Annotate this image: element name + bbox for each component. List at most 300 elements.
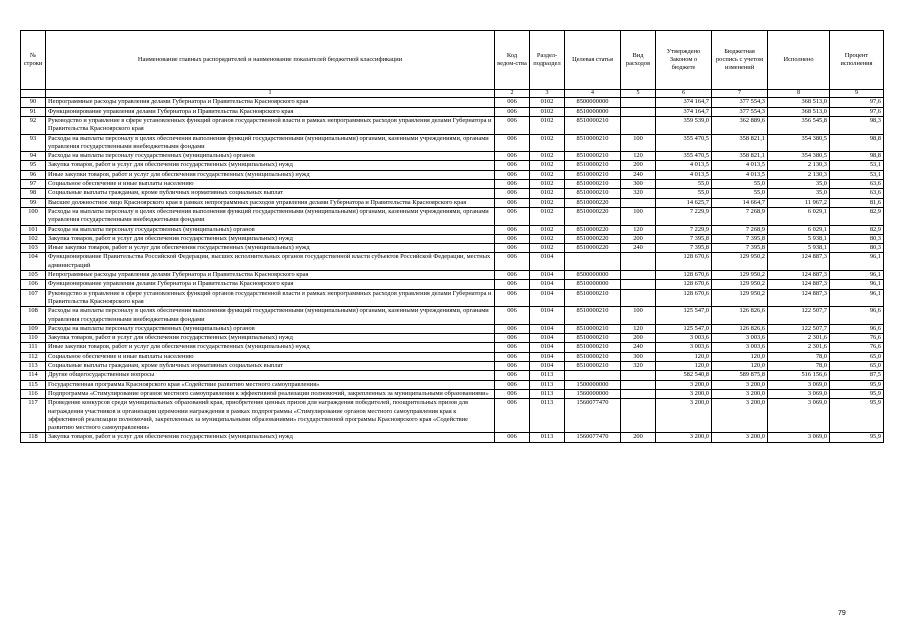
row-number: 106 <box>21 280 46 289</box>
row-approved: 125 547,0 <box>656 307 712 325</box>
row-section: 0113 <box>530 380 565 389</box>
row-revised: 55,0 <box>712 180 768 189</box>
row-expense-type: 200 <box>621 234 656 243</box>
row-section: 0113 <box>530 389 565 398</box>
row-percent: 87,5 <box>830 371 884 380</box>
row-name: Руководство и управление в сфере установленных функций органов государственной власти в рамках непрограммных расходов управления делами Губернатора и Правительства Красноярского края <box>46 289 495 307</box>
row-executed: 78,0 <box>768 362 830 371</box>
row-expense-type: 100 <box>621 307 656 325</box>
table-row <box>21 189 884 198</box>
row-percent: 76,6 <box>830 343 884 352</box>
row-executed: 124 887,3 <box>768 271 830 280</box>
row-dept-code: 006 <box>495 225 530 234</box>
row-target-item: 8510000210 <box>565 180 621 189</box>
row-executed: 3 069,0 <box>768 433 830 442</box>
row-approved: 55,0 <box>656 180 712 189</box>
row-approved: 582 540,8 <box>656 371 712 380</box>
row-approved: 3 200,0 <box>656 380 712 389</box>
table-row <box>21 134 884 152</box>
row-dept-code: 006 <box>495 253 530 271</box>
row-percent: 63,6 <box>830 189 884 198</box>
table-row <box>21 98 884 107</box>
row-percent: 65,0 <box>830 352 884 361</box>
row-expense-type: 240 <box>621 244 656 253</box>
row-section: 0104 <box>530 324 565 333</box>
row-number: 108 <box>21 307 46 325</box>
row-revised: 7 395,8 <box>712 234 768 243</box>
row-target-item: 8510000210 <box>565 334 621 343</box>
row-section: 0102 <box>530 225 565 234</box>
header-revised: Бюджетная роспись с учетом изменений <box>712 31 768 90</box>
row-dept-code: 006 <box>495 334 530 343</box>
row-number: 98 <box>21 189 46 198</box>
row-approved: 128 670,6 <box>656 253 712 271</box>
row-section: 0102 <box>530 180 565 189</box>
row-percent: 96,1 <box>830 253 884 271</box>
row-section: 0113 <box>530 371 565 380</box>
row-revised: 362 889,6 <box>712 117 768 135</box>
row-percent: 95,9 <box>830 433 884 442</box>
row-dept-code: 006 <box>495 244 530 253</box>
row-number: 91 <box>21 107 46 116</box>
row-number: 114 <box>21 371 46 380</box>
row-section: 0102 <box>530 234 565 243</box>
row-approved: 374 164,7 <box>656 107 712 116</box>
colnum-1: 1 <box>46 90 495 98</box>
row-executed: 516 156,6 <box>768 371 830 380</box>
colnum-7: 7 <box>712 90 768 98</box>
row-expense-type <box>621 280 656 289</box>
row-target-item: 8510000210 <box>565 134 621 152</box>
column-numbers-row <box>21 90 884 98</box>
row-target-item: 1560000000 <box>565 389 621 398</box>
row-revised: 120,0 <box>712 362 768 371</box>
table-row <box>21 107 884 116</box>
header-percent: Процент исполнения <box>830 31 884 90</box>
row-name: Другие общегосударственные вопросы <box>46 371 495 380</box>
row-number: 117 <box>21 399 46 433</box>
table-row <box>21 170 884 179</box>
row-executed: 368 513,0 <box>768 98 830 107</box>
row-number: 103 <box>21 244 46 253</box>
row-target-item: 8510000210 <box>565 289 621 307</box>
row-section: 0102 <box>530 244 565 253</box>
row-percent: 96,1 <box>830 280 884 289</box>
row-name: Расходы на выплаты персоналу государственных (муниципальных) органов <box>46 324 495 333</box>
row-executed: 3 069,0 <box>768 389 830 398</box>
row-executed: 11 967,2 <box>768 198 830 207</box>
row-percent: 95,9 <box>830 380 884 389</box>
row-target-item: 8510000210 <box>565 152 621 161</box>
row-dept-code: 006 <box>495 380 530 389</box>
row-expense-type <box>621 399 656 433</box>
row-executed: 2 130,3 <box>768 170 830 179</box>
row-name: Закупка товаров, работ и услуг для обеспечения государственных (муниципальных) нужд <box>46 334 495 343</box>
table-row <box>21 433 884 442</box>
row-revised: 3 200,0 <box>712 380 768 389</box>
row-percent: 76,6 <box>830 334 884 343</box>
row-name: Непрограммные расходы управления делами Губернатора и Правительства Красноярского края <box>46 98 495 107</box>
row-section: 0104 <box>530 253 565 271</box>
colnum-3: 3 <box>530 90 565 98</box>
row-revised: 7 395,8 <box>712 244 768 253</box>
colnum-empty <box>21 90 46 98</box>
row-target-item: 8510000210 <box>565 161 621 170</box>
row-number: 104 <box>21 253 46 271</box>
row-expense-type <box>621 380 656 389</box>
row-approved: 3 003,6 <box>656 343 712 352</box>
row-approved: 7 229,9 <box>656 225 712 234</box>
row-name: Расходы на выплаты персоналу в целях обеспечения выполнения функций государственными (муниципальными) органами, казенными учреждениями, органами управления государственными внебюджетными фондами <box>46 134 495 152</box>
header-executed: Исполнено <box>768 31 830 90</box>
table-row <box>21 253 884 271</box>
row-expense-type <box>621 107 656 116</box>
header-name: Наименование главных распорядителей и наименование показателей бюджетной классификации <box>46 31 495 90</box>
table-row <box>21 225 884 234</box>
row-approved: 128 670,6 <box>656 289 712 307</box>
row-executed: 368 513,0 <box>768 107 830 116</box>
table-row <box>21 334 884 343</box>
row-percent: 95,9 <box>830 399 884 433</box>
row-approved: 128 670,6 <box>656 271 712 280</box>
row-name: Закупка товаров, работ и услуг для обеспечения государственных (муниципальных) нужд <box>46 433 495 442</box>
row-expense-type: 240 <box>621 343 656 352</box>
row-section: 0104 <box>530 280 565 289</box>
row-section: 0102 <box>530 107 565 116</box>
row-section: 0102 <box>530 161 565 170</box>
row-target-item: 1560077470 <box>565 399 621 433</box>
row-approved: 359 539,0 <box>656 117 712 135</box>
row-revised: 3 200,0 <box>712 389 768 398</box>
row-section: 0104 <box>530 343 565 352</box>
row-percent: 81,6 <box>830 198 884 207</box>
row-section: 0102 <box>530 152 565 161</box>
row-executed: 35,0 <box>768 189 830 198</box>
row-target-item: 8510000220 <box>565 244 621 253</box>
row-revised: 129 950,2 <box>712 289 768 307</box>
row-revised: 589 875,8 <box>712 371 768 380</box>
row-section: 0102 <box>530 98 565 107</box>
row-approved: 55,0 <box>656 189 712 198</box>
row-target-item: 8510000000 <box>565 107 621 116</box>
row-revised: 126 826,6 <box>712 307 768 325</box>
row-section: 0102 <box>530 170 565 179</box>
row-name: Проведение конкурсов среди муниципальных образований края, приобретение ценных призов для награждения победителей, поощрительных призов для награждения участников и организации церемонии награждения в рамках подпрограммы «Стимулирование органов местного самоуправления края к эффективной реализации полномочий, закрепленных за муниципальными образованиями» государственной программы Красноярского края «Содействие развитию местного самоуправления» <box>46 399 495 433</box>
row-name: Руководство и управление в сфере установленных функций органов государственной власти в рамках непрограммных расходов управления делами Губернатора и Правительства Красноярского края <box>46 117 495 135</box>
row-target-item: 8510000210 <box>565 170 621 179</box>
row-dept-code: 006 <box>495 324 530 333</box>
row-executed: 354 380,5 <box>768 152 830 161</box>
row-target-item: 1500000000 <box>565 380 621 389</box>
row-revised: 3 200,0 <box>712 433 768 442</box>
row-name: Иные закупки товаров, работ и услуг для обеспечения государственных (муниципальных) нужд <box>46 244 495 253</box>
row-executed: 6 029,1 <box>768 207 830 225</box>
row-executed: 122 507,7 <box>768 324 830 333</box>
row-revised: 129 950,2 <box>712 280 768 289</box>
row-number: 101 <box>21 225 46 234</box>
row-dept-code: 006 <box>495 371 530 380</box>
row-section: 0102 <box>530 117 565 135</box>
row-approved: 128 670,6 <box>656 280 712 289</box>
row-revised: 129 950,2 <box>712 271 768 280</box>
row-number: 95 <box>21 161 46 170</box>
header-section: Раздел-подраздел <box>530 31 565 90</box>
row-revised: 358 821,1 <box>712 152 768 161</box>
row-approved: 7 395,8 <box>656 244 712 253</box>
table-row <box>21 343 884 352</box>
row-percent: 53,1 <box>830 161 884 170</box>
colnum-5: 5 <box>621 90 656 98</box>
row-dept-code: 006 <box>495 170 530 179</box>
row-expense-type: 300 <box>621 352 656 361</box>
row-name: Социальные выплаты гражданам, кроме публичных нормативных социальных выплат <box>46 189 495 198</box>
row-section: 0113 <box>530 399 565 433</box>
row-executed: 2 301,6 <box>768 343 830 352</box>
row-approved: 125 547,0 <box>656 324 712 333</box>
row-expense-type: 320 <box>621 362 656 371</box>
row-section: 0102 <box>530 207 565 225</box>
row-dept-code: 006 <box>495 207 530 225</box>
table-row <box>21 244 884 253</box>
row-expense-type <box>621 98 656 107</box>
row-dept-code: 006 <box>495 107 530 116</box>
row-target-item: 8510000210 <box>565 343 621 352</box>
row-name: Высшее должностное лицо Красноярского края в рамках непрограммных расходов управления делами Губернатора и Правительства Красноярского края <box>46 198 495 207</box>
row-percent: 98,8 <box>830 152 884 161</box>
header-dept-code: Код ведом-ства <box>495 31 530 90</box>
row-name: Иные закупки товаров, работ и услуг для обеспечения государственных (муниципальных) нужд <box>46 343 495 352</box>
row-target-item: 8500000000 <box>565 98 621 107</box>
row-target-item: 8510000210 <box>565 307 621 325</box>
row-dept-code: 006 <box>495 307 530 325</box>
colnum-4: 4 <box>565 90 621 98</box>
row-percent: 82,9 <box>830 225 884 234</box>
row-section: 0104 <box>530 352 565 361</box>
row-name: Расходы на выплаты персоналу в целях обеспечения выполнения функций государственными (муниципальными) органами, казенными учреждениями, органами управления государственными внебюджетными фондами <box>46 307 495 325</box>
row-dept-code: 006 <box>495 343 530 352</box>
row-percent: 80,3 <box>830 234 884 243</box>
row-target-item: 8510000220 <box>565 225 621 234</box>
row-section: 0104 <box>530 271 565 280</box>
row-target-item <box>565 253 621 271</box>
row-expense-type: 100 <box>621 134 656 152</box>
colnum-6: 6 <box>656 90 712 98</box>
row-executed: 3 069,0 <box>768 380 830 389</box>
row-approved: 4 013,5 <box>656 170 712 179</box>
row-expense-type: 200 <box>621 161 656 170</box>
row-number: 97 <box>21 180 46 189</box>
header-row <box>21 31 884 90</box>
row-name: Непрограммные расходы управления делами Губернатора и Правительства Красноярского края <box>46 271 495 280</box>
table-row <box>21 307 884 325</box>
row-revised: 55,0 <box>712 189 768 198</box>
row-revised: 7 268,9 <box>712 225 768 234</box>
row-expense-type <box>621 198 656 207</box>
row-dept-code: 006 <box>495 198 530 207</box>
row-percent: 97,6 <box>830 107 884 116</box>
row-expense-type: 200 <box>621 334 656 343</box>
page-number: 79 <box>838 610 846 617</box>
row-expense-type <box>621 253 656 271</box>
row-number: 109 <box>21 324 46 333</box>
row-dept-code: 006 <box>495 180 530 189</box>
table-row <box>21 271 884 280</box>
row-approved: 120,0 <box>656 362 712 371</box>
header-expense-type: Вид расходов <box>621 31 656 90</box>
row-executed: 124 887,3 <box>768 289 830 307</box>
header-target-item: Целевая статья <box>565 31 621 90</box>
table-row <box>21 399 884 433</box>
table-row <box>21 380 884 389</box>
row-number: 96 <box>21 170 46 179</box>
row-percent: 98,3 <box>830 117 884 135</box>
row-dept-code: 006 <box>495 280 530 289</box>
row-name: Расходы на выплаты персоналу государственных (муниципальных) органов <box>46 225 495 234</box>
table-row <box>21 161 884 170</box>
row-dept-code: 006 <box>495 117 530 135</box>
row-section: 0104 <box>530 307 565 325</box>
row-number: 107 <box>21 289 46 307</box>
row-executed: 124 887,3 <box>768 253 830 271</box>
row-name: Функционирование управления делами Губернатора и Правительства Красноярского края <box>46 107 495 116</box>
row-revised: 3 003,6 <box>712 343 768 352</box>
row-expense-type <box>621 371 656 380</box>
row-revised: 126 826,6 <box>712 324 768 333</box>
row-target-item: 8510000210 <box>565 352 621 361</box>
row-dept-code: 006 <box>495 189 530 198</box>
row-executed: 5 938,1 <box>768 234 830 243</box>
row-executed: 78,0 <box>768 352 830 361</box>
table-row <box>21 362 884 371</box>
row-name: Подпрограмма «Стимулирование органов местного самоуправления к эффективной реализации полномочий, закрепленных за муниципальными образованиями» <box>46 389 495 398</box>
row-target-item <box>565 371 621 380</box>
row-name: Функционирование управления делами Губернатора и Правительства Красноярского края <box>46 280 495 289</box>
row-approved: 3 003,6 <box>656 334 712 343</box>
row-percent: 98,8 <box>830 134 884 152</box>
row-percent: 96,1 <box>830 289 884 307</box>
row-executed: 2 130,3 <box>768 161 830 170</box>
colnum-9: 9 <box>830 90 884 98</box>
row-section: 0113 <box>530 433 565 442</box>
row-name: Государственная программа Красноярского края «Содействие развитию местного самоуправления» <box>46 380 495 389</box>
row-executed: 6 029,1 <box>768 225 830 234</box>
row-name: Расходы на выплаты персоналу государственных (муниципальных) органов <box>46 152 495 161</box>
row-revised: 377 554,3 <box>712 107 768 116</box>
table-row <box>21 117 884 135</box>
row-expense-type <box>621 289 656 307</box>
row-revised: 358 821,1 <box>712 134 768 152</box>
row-approved: 3 200,0 <box>656 433 712 442</box>
row-target-item: 8510000220 <box>565 198 621 207</box>
row-dept-code: 006 <box>495 433 530 442</box>
row-number: 111 <box>21 343 46 352</box>
row-expense-type: 120 <box>621 324 656 333</box>
row-expense-type: 300 <box>621 180 656 189</box>
row-dept-code: 006 <box>495 161 530 170</box>
row-name: Функционирование Правительства Российской Федерации, высших исполнительных органов государственной власти субъектов Российской Федерации, местных администраций <box>46 253 495 271</box>
row-approved: 120,0 <box>656 352 712 361</box>
row-number: 113 <box>21 362 46 371</box>
table-row <box>21 180 884 189</box>
row-expense-type <box>621 389 656 398</box>
row-dept-code: 006 <box>495 289 530 307</box>
row-dept-code: 006 <box>495 98 530 107</box>
row-number: 112 <box>21 352 46 361</box>
row-executed: 5 938,1 <box>768 244 830 253</box>
row-number: 99 <box>21 198 46 207</box>
row-number: 118 <box>21 433 46 442</box>
row-approved: 3 200,0 <box>656 399 712 433</box>
row-approved: 7 395,8 <box>656 234 712 243</box>
row-approved: 14 625,7 <box>656 198 712 207</box>
row-revised: 7 268,9 <box>712 207 768 225</box>
row-percent: 96,6 <box>830 307 884 325</box>
table-row <box>21 352 884 361</box>
row-percent: 82,9 <box>830 207 884 225</box>
table-body <box>21 98 884 442</box>
table-row <box>21 324 884 333</box>
row-dept-code: 006 <box>495 399 530 433</box>
row-percent: 65,0 <box>830 362 884 371</box>
row-percent: 53,1 <box>830 170 884 179</box>
table-row <box>21 207 884 225</box>
row-expense-type: 320 <box>621 189 656 198</box>
row-name: Закупка товаров, работ и услуг для обеспечения государственных (муниципальных) нужд <box>46 161 495 170</box>
row-section: 0102 <box>530 198 565 207</box>
row-revised: 4 013,5 <box>712 161 768 170</box>
row-revised: 14 664,7 <box>712 198 768 207</box>
row-dept-code: 006 <box>495 362 530 371</box>
row-number: 100 <box>21 207 46 225</box>
row-section: 0102 <box>530 189 565 198</box>
row-number: 94 <box>21 152 46 161</box>
row-target-item: 8510000210 <box>565 324 621 333</box>
row-revised: 120,0 <box>712 352 768 361</box>
row-number: 93 <box>21 134 46 152</box>
row-percent: 96,6 <box>830 324 884 333</box>
row-executed: 3 069,0 <box>768 399 830 433</box>
row-executed: 124 887,3 <box>768 280 830 289</box>
row-percent: 96,1 <box>830 271 884 280</box>
row-revised: 3 003,6 <box>712 334 768 343</box>
row-executed: 354 380,5 <box>768 134 830 152</box>
row-expense-type: 120 <box>621 152 656 161</box>
table-row <box>21 389 884 398</box>
row-name: Закупка товаров, работ и услуг для обеспечения государственных (муниципальных) нужд <box>46 234 495 243</box>
row-dept-code: 006 <box>495 389 530 398</box>
row-percent: 80,3 <box>830 244 884 253</box>
row-approved: 7 229,9 <box>656 207 712 225</box>
row-name: Социальные выплаты гражданам, кроме публичных нормативных социальных выплат <box>46 362 495 371</box>
row-target-item: 8510000220 <box>565 207 621 225</box>
row-target-item: 8510000000 <box>565 280 621 289</box>
row-dept-code: 006 <box>495 352 530 361</box>
row-expense-type: 120 <box>621 225 656 234</box>
row-approved: 374 164,7 <box>656 98 712 107</box>
row-executed: 2 301,6 <box>768 334 830 343</box>
row-section: 0104 <box>530 362 565 371</box>
row-number: 116 <box>21 389 46 398</box>
row-expense-type: 200 <box>621 433 656 442</box>
row-percent: 63,6 <box>830 180 884 189</box>
budget-execution-table <box>20 30 884 443</box>
row-target-item: 8510000210 <box>565 362 621 371</box>
colnum-8: 8 <box>768 90 830 98</box>
row-revised: 4 013,5 <box>712 170 768 179</box>
row-approved: 355 470,5 <box>656 152 712 161</box>
table-row <box>21 280 884 289</box>
row-approved: 4 013,5 <box>656 161 712 170</box>
